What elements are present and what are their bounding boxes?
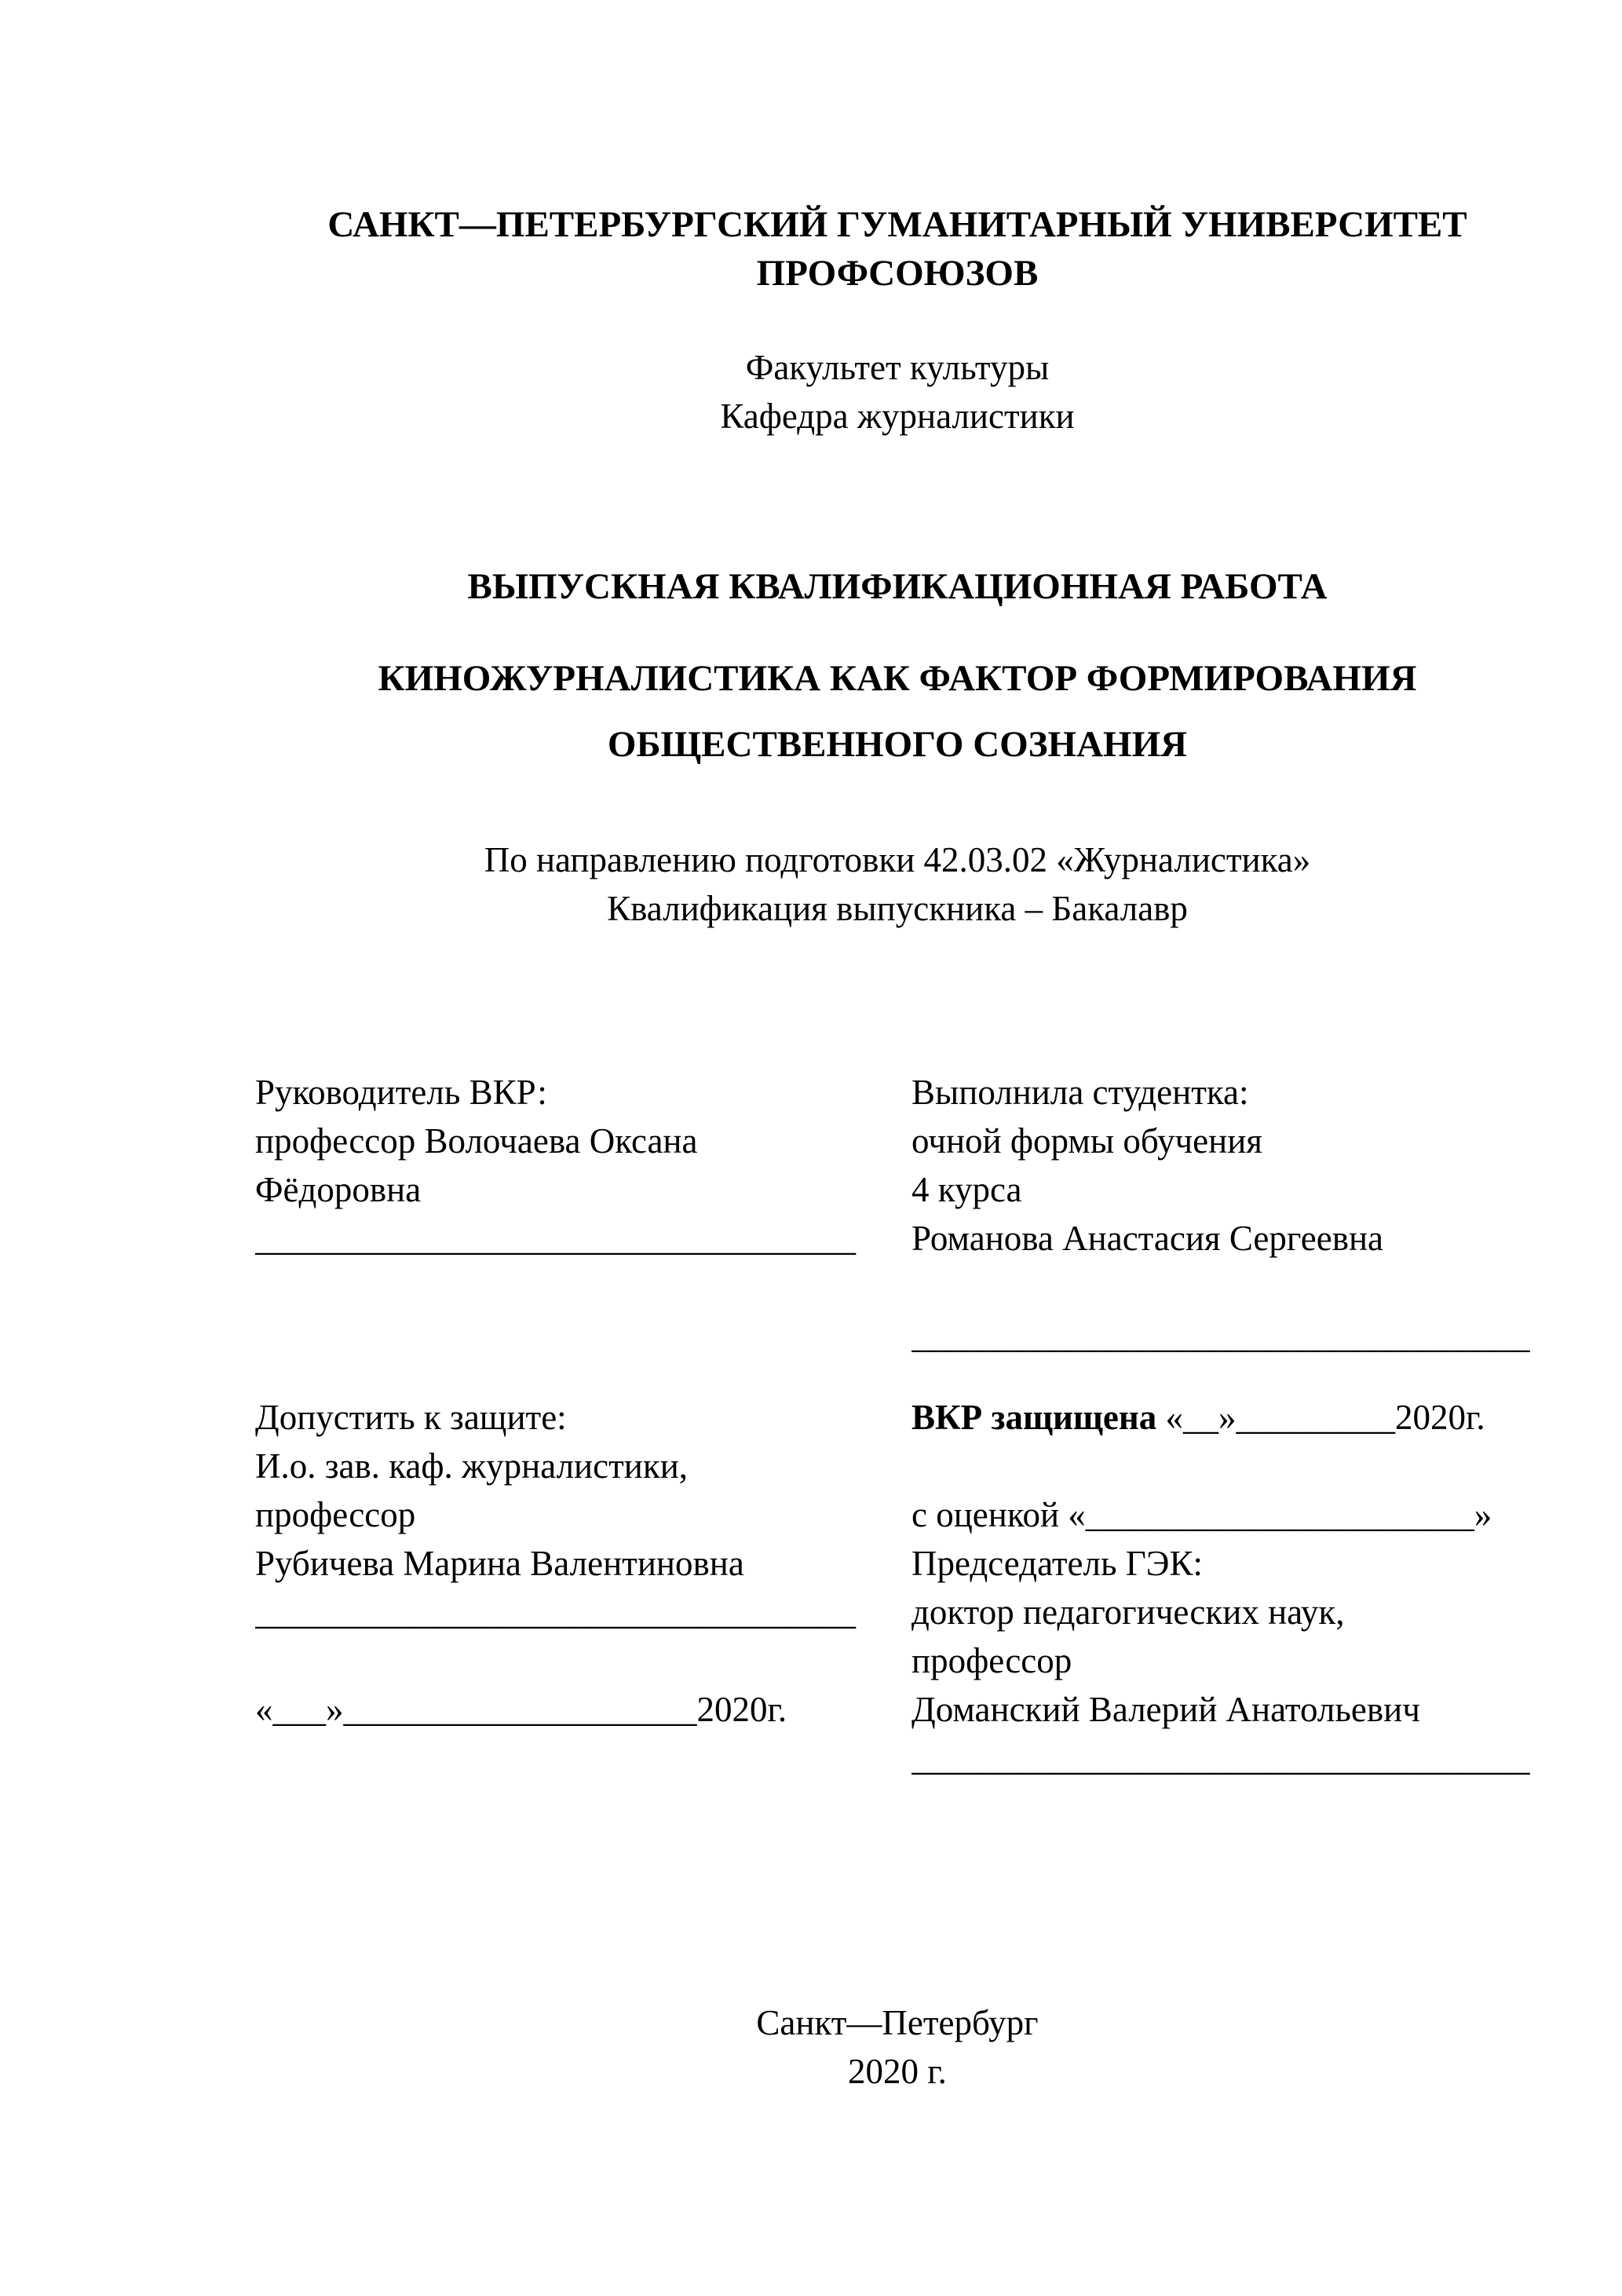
defense-block (911, 1393, 1540, 1782)
spacer (911, 1442, 1540, 1490)
city-name: Санкт—Петербург (756, 2003, 1039, 2042)
university-name (255, 200, 1540, 298)
student-block (911, 1068, 1540, 1360)
program-info (255, 835, 1540, 933)
faculty-name: Факультет культуры (745, 348, 1050, 387)
faculty-department (255, 343, 1540, 441)
student-course: 4 курса (911, 1170, 1022, 1209)
defense-grade-line: с оценкой «______________________» (911, 1495, 1492, 1534)
admission-label: Допустить к защите: (255, 1398, 567, 1437)
thesis-title-line-2: ОБЩЕСТВЕННОГО СОЗНАНИЯ (607, 724, 1188, 765)
defense-label: ВКР защищена (911, 1398, 1157, 1437)
admission-rank: профессор (255, 1495, 416, 1534)
student-signature-line: ___________________________________ (911, 1316, 1530, 1355)
admission-signature-line: __________________________________ (255, 1592, 856, 1632)
advisor-title-name: профессор Волочаева Оксана (255, 1121, 698, 1161)
university-line-2: ПРОФСОЮЗОВ (756, 253, 1039, 294)
thesis-title-line-1: КИНОЖУРНАЛИСТИКА КАК ФАКТОР ФОРМИРОВАНИЯ (378, 658, 1417, 699)
chairman-name: Доманский Валерий Анатольевич (911, 1690, 1420, 1729)
program-direction: По направлению подготовки 42.03.02 «Журналистика» (484, 840, 1311, 879)
university-line-1: САНКТ—ПЕТЕРБУРГСКИЙ ГУМАНИТАРНЫЙ УНИВЕРСИТЕТ (327, 204, 1467, 245)
admission-date-line: «___»____________________2020г. (255, 1690, 787, 1729)
advisor-name-cont: Фёдоровна (255, 1170, 422, 1209)
chairman-label: Председатель ГЭК: (911, 1544, 1203, 1583)
admission-position: И.о. зав. каф. журналистики, (255, 1446, 689, 1486)
column-gap (893, 1393, 911, 1782)
year-label: 2020 г. (848, 2052, 947, 2091)
footer (255, 1998, 1540, 2096)
qualification-level: Квалификация выпускника – Бакалавр (607, 889, 1188, 928)
work-type-heading: ВЫПУСКНАЯ КВАЛИФИКАЦИОННАЯ РАБОТА (467, 566, 1328, 607)
admission-name: Рубичева Марина Валентиновна (255, 1544, 744, 1583)
chairman-signature-line: ___________________________________ (911, 1738, 1530, 1778)
spacer (255, 1636, 893, 1685)
student-study-form: очной формы обучения (911, 1121, 1262, 1161)
column-gap (893, 1068, 911, 1360)
defense-date-rest: «__»_________2020г. (1156, 1398, 1485, 1437)
admission-block (255, 1393, 893, 1782)
advisor-signature-line: __________________________________ (255, 1219, 856, 1258)
signature-block-2 (255, 1393, 1540, 1782)
department-name: Кафедра журналистики (720, 397, 1075, 436)
defense-date-line (911, 1393, 1540, 1442)
chairman-degree: доктор педагогических наук, (911, 1592, 1345, 1632)
student-name: Романова Анастасия Сергеевна (911, 1219, 1384, 1258)
advisor-label: Руководитель ВКР: (255, 1073, 547, 1112)
advisor-block (255, 1068, 893, 1360)
student-label: Выполнила студентка: (911, 1073, 1249, 1112)
chairman-rank: профессор (911, 1641, 1072, 1680)
signature-block-1 (255, 1068, 1540, 1360)
thesis-title (255, 654, 1540, 769)
spacer (911, 1263, 1540, 1311)
